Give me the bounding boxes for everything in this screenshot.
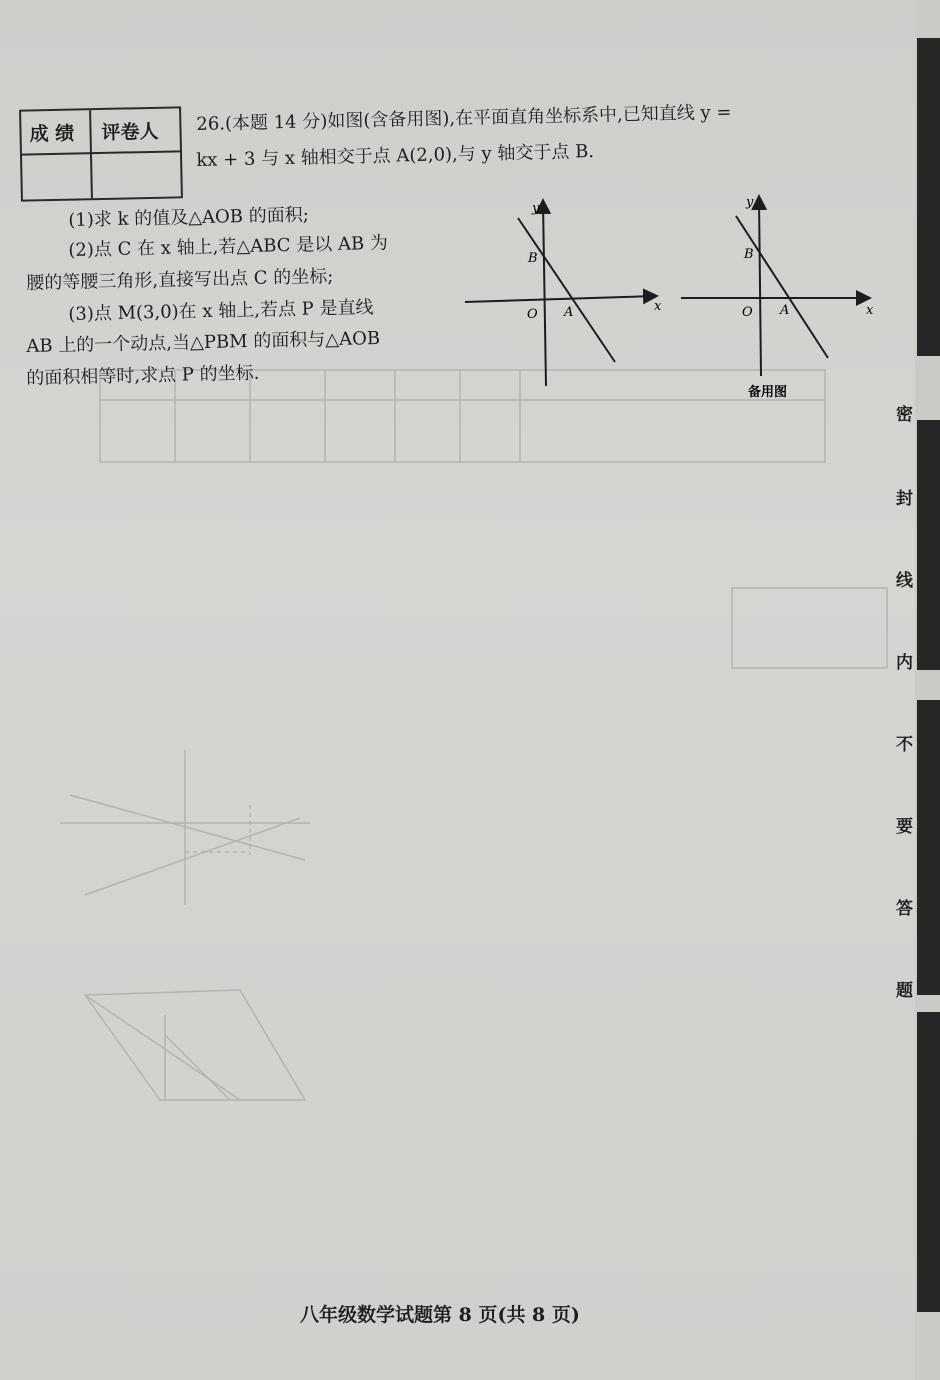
x-axis	[465, 296, 655, 302]
strip-segment	[917, 700, 940, 995]
line-ab	[736, 216, 828, 358]
seal-char: 密	[896, 405, 913, 425]
page-footer: 八年级数学试题第 8 页(共 8 页)	[300, 1304, 580, 1326]
seal-char: 答	[896, 899, 913, 919]
point-b-label: B	[744, 247, 754, 262]
x-axis-label: x	[654, 299, 662, 314]
y-axis	[759, 198, 761, 376]
question-part3-line3: 的面积相等时,求点 P 的坐标.	[26, 362, 260, 389]
question-part1: (1)求 k 的值及△AOB 的面积;	[68, 204, 310, 231]
score-label: 成 绩	[29, 122, 75, 146]
question-part3-line1: (3)点 M(3,0)在 x 轴上,若点 P 是直线	[68, 297, 374, 325]
seal-char: 题	[896, 981, 913, 1001]
grader-label: 评卷人	[101, 120, 159, 144]
origin-label: O	[742, 305, 753, 320]
question-part2-line1: (2)点 C 在 x 轴上,若△ABC 是以 AB 为	[68, 232, 389, 261]
strip-segment	[917, 420, 940, 670]
spare-graph-caption: 备用图	[748, 385, 788, 400]
spare-coordinate-graph	[676, 190, 886, 410]
origin-label: O	[527, 307, 538, 322]
seal-char: 要	[896, 817, 913, 837]
seal-char: 线	[896, 571, 913, 591]
point-b-label: B	[528, 251, 538, 266]
seal-char: 不	[896, 735, 913, 755]
x-axis-label: x	[866, 303, 874, 318]
question-header-line1: 26.(本题 14 分)如图(含备用图),在平面直角坐标系中,已知直线 y =	[196, 101, 732, 135]
main-coordinate-graph	[460, 190, 680, 400]
y-axis	[543, 202, 546, 386]
strip-segment	[917, 1012, 940, 1312]
line-ab	[518, 218, 615, 362]
binding-strip	[915, 0, 940, 1380]
question-header-line2: kx + 3 与 x 轴相交于点 A(2,0),与 y 轴交于点 B.	[196, 140, 595, 171]
question-part2-line2: 腰的等腰三角形,直接写出点 C 的坐标;	[26, 266, 334, 294]
point-a-label: A	[780, 303, 790, 318]
table-divider	[22, 150, 180, 155]
question-part3-line2: AB 上的一个动点,当△PBM 的面积与△AOB	[26, 327, 381, 357]
strip-segment	[917, 38, 940, 356]
score-table	[19, 106, 183, 201]
seal-char: 封	[896, 489, 913, 509]
y-axis-label: y	[746, 195, 754, 210]
y-axis-label: y	[532, 201, 540, 216]
point-a-label: A	[564, 305, 574, 320]
table-divider	[89, 110, 93, 198]
seal-char: 内	[896, 653, 913, 673]
